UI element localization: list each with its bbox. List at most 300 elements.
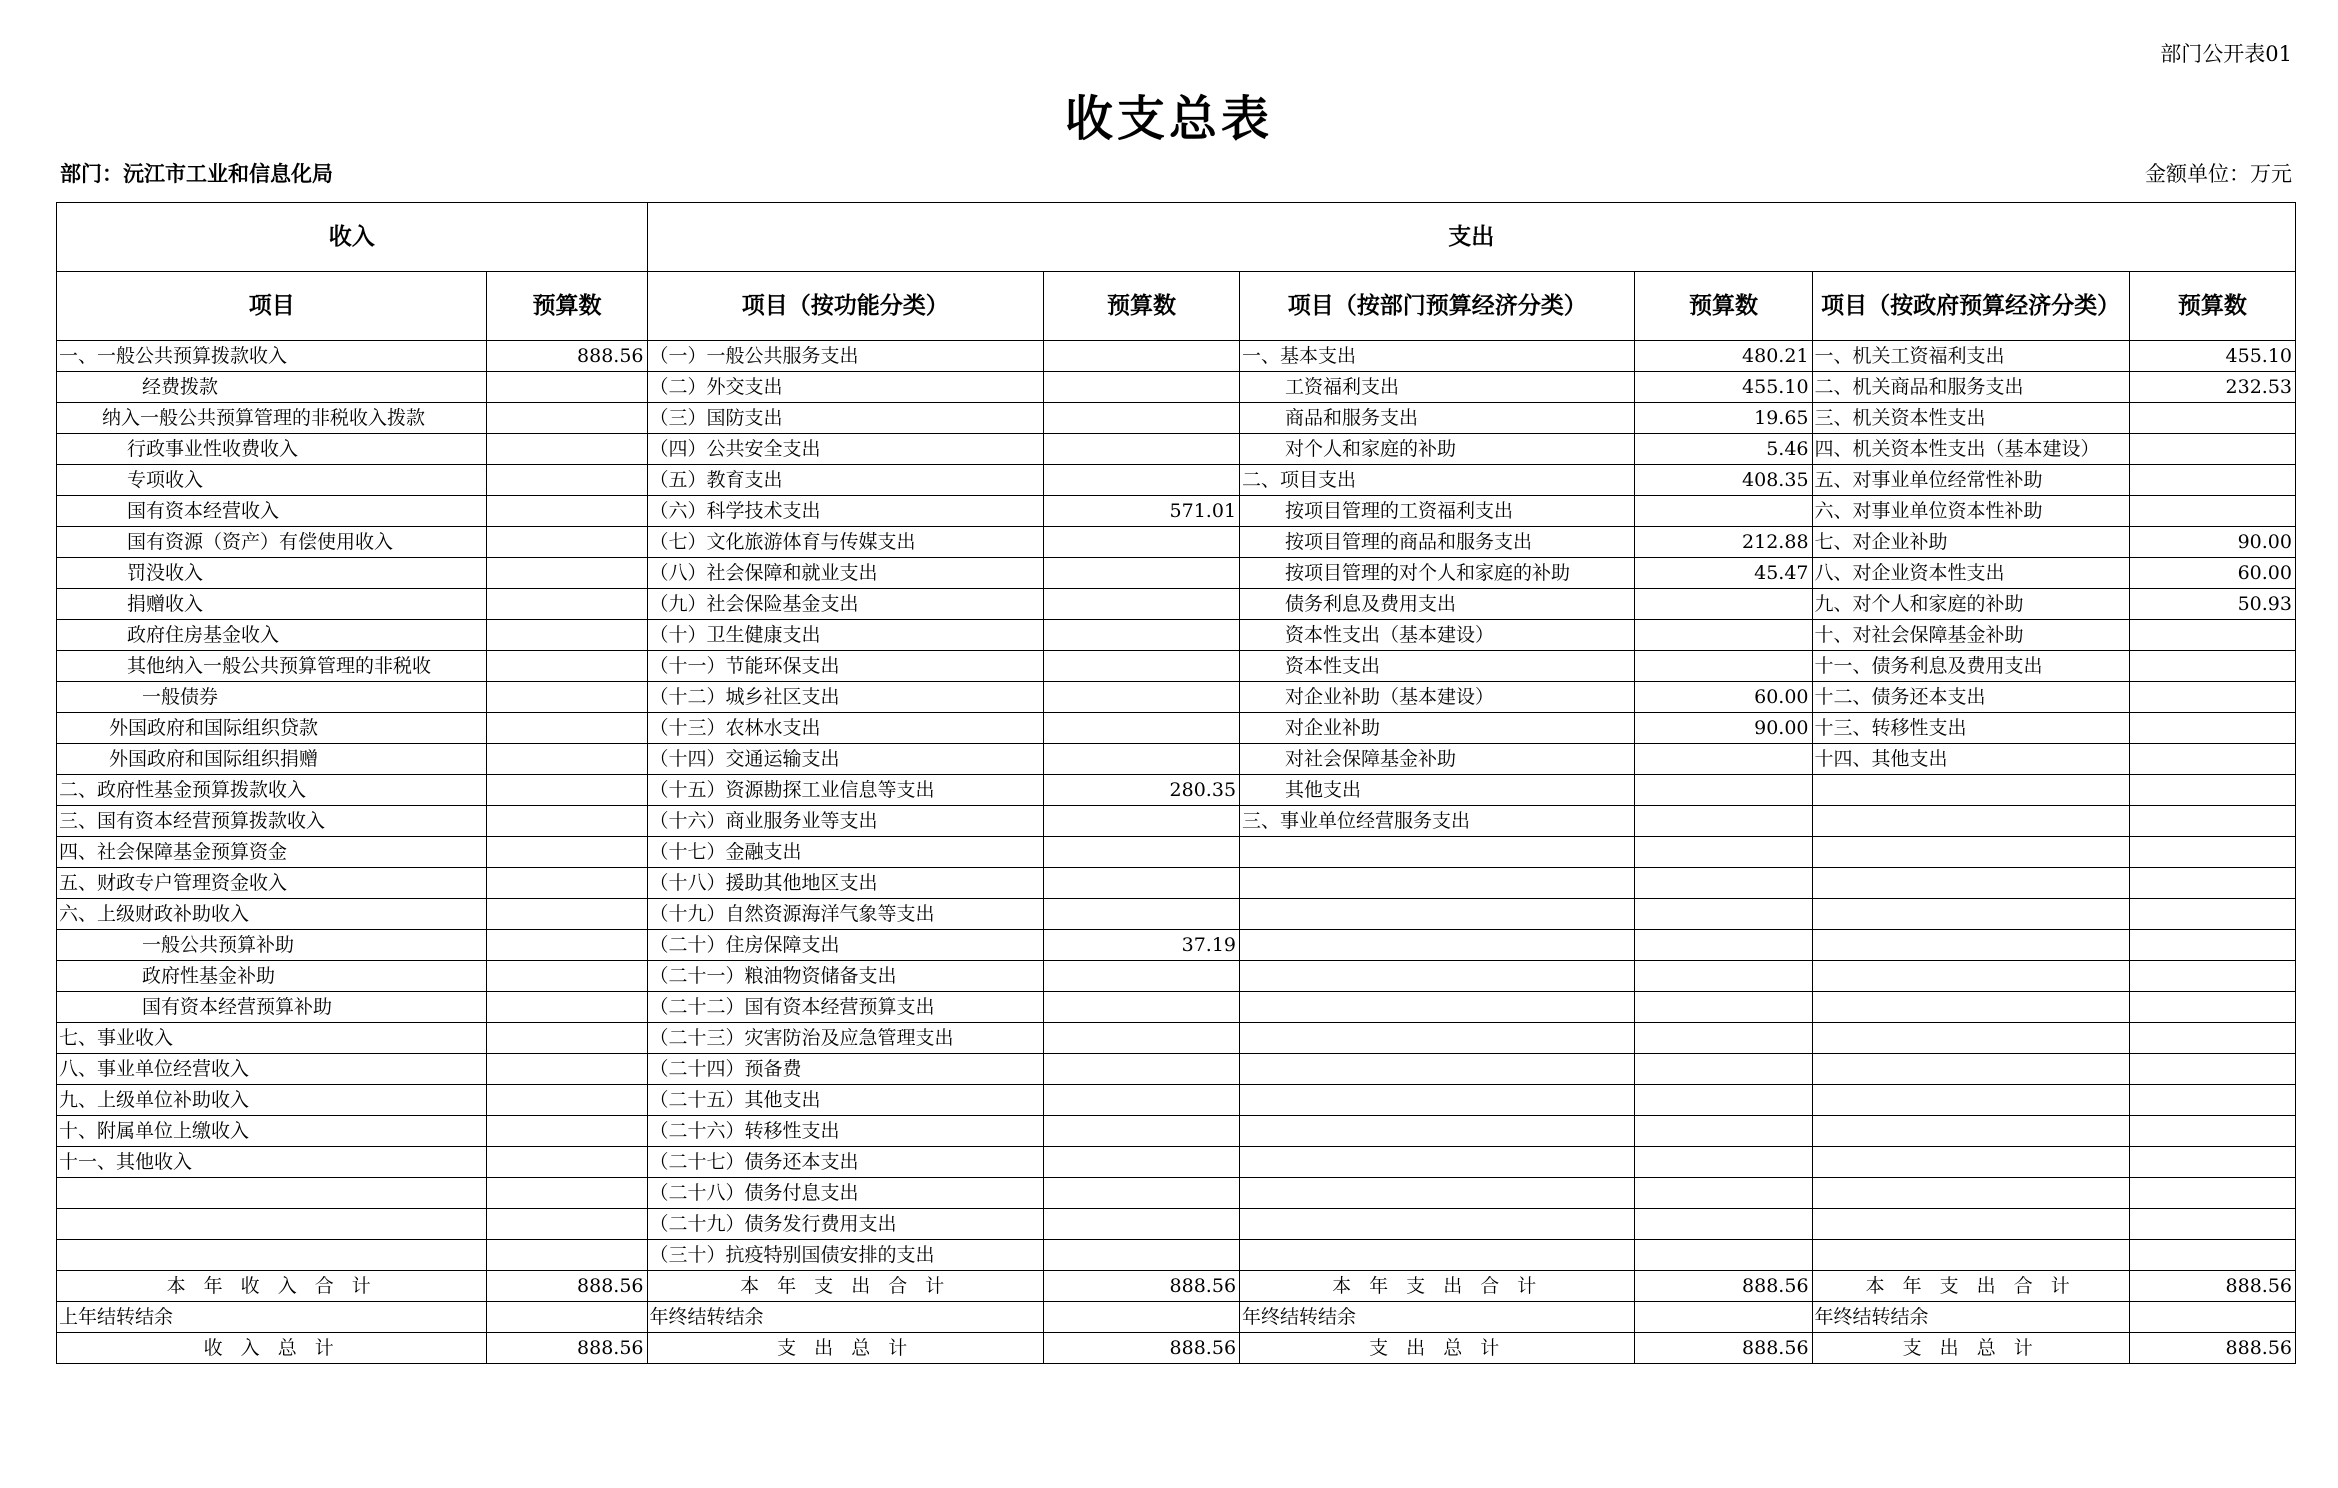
gov-econ-value (2129, 682, 2295, 713)
dept-econ-item: 债务利息及费用支出 (1240, 589, 1635, 620)
func-item: （十三）农林水支出 (647, 713, 1043, 744)
dept-econ-value: 90.00 (1635, 713, 1812, 744)
func-item: （八）社会保障和就业支出 (647, 558, 1043, 589)
gov-econ-item (1812, 837, 2129, 868)
gov-econ-item (1812, 868, 2129, 899)
income-value (487, 837, 647, 868)
col-header-item: 项目 (57, 272, 487, 341)
gov-econ-value: 50.93 (2129, 589, 2295, 620)
income-item: 十一、其他收入 (57, 1147, 487, 1178)
gov-econ-value (2129, 992, 2295, 1023)
income-value (487, 899, 647, 930)
dept-econ-item: 按项目管理的对个人和家庭的补助 (1240, 558, 1635, 589)
func-item: （二十八）债务付息支出 (647, 1178, 1043, 1209)
group-header-row (57, 203, 2296, 272)
income-item: 一般债券 (57, 682, 487, 713)
col-header-dept-econ: 项目（按部门预算经济分类） (1240, 272, 1635, 341)
dept-econ-item (1240, 1147, 1635, 1178)
gov-econ-item: 十、对社会保障基金补助 (1812, 620, 2129, 651)
table-row (57, 837, 2296, 868)
table-row (57, 682, 2296, 713)
gov-econ-value (2129, 651, 2295, 682)
gov-econ-item: 十二、债务还本支出 (1812, 682, 2129, 713)
income-item: 九、上级单位补助收入 (57, 1085, 487, 1116)
gov-econ-value (2129, 496, 2295, 527)
gov-econ-item: 七、对企业补助 (1812, 527, 2129, 558)
func-item: （十八）援助其他地区支出 (647, 868, 1043, 899)
dept-econ-item: 对企业补助（基本建设） (1240, 682, 1635, 713)
gov-econ-value (2129, 434, 2295, 465)
func-item: （十）卫生健康支出 (647, 620, 1043, 651)
gov-econ-value (2129, 961, 2295, 992)
func-item: （二）外交支出 (647, 372, 1043, 403)
page-title: 收支总表 (1064, 91, 1273, 147)
func-item: （四）公共安全支出 (647, 434, 1043, 465)
func-item: （三十）抗疫特别国债安排的支出 (647, 1240, 1043, 1271)
gov-econ-value (2129, 620, 2295, 651)
income-value (487, 651, 647, 682)
gov-econ-value (2129, 713, 2295, 744)
year-total-row (57, 1271, 2296, 1302)
dept-econ-value (1635, 992, 1812, 1023)
total-value: 888.56 (487, 1271, 647, 1302)
income-item: 八、事业单位经营收入 (57, 1054, 487, 1085)
carry-over-label: 年终结转结余 (1812, 1302, 2129, 1333)
table-row (57, 1240, 2296, 1271)
func-value (1043, 961, 1239, 992)
col-header-budget: 预算数 (2129, 272, 2295, 341)
income-value (487, 496, 647, 527)
total-label: 本 年 支 出 合 计 (1240, 1271, 1635, 1302)
dept-econ-item: 商品和服务支出 (1240, 403, 1635, 434)
col-header-budget: 预算数 (1043, 272, 1239, 341)
table-row (57, 589, 2296, 620)
table-row (57, 1147, 2296, 1178)
carry-over-label: 年终结转结余 (1240, 1302, 1635, 1333)
dept-econ-item (1240, 1054, 1635, 1085)
func-value (1043, 1147, 1239, 1178)
dept-econ-value: 5.46 (1635, 434, 1812, 465)
func-value (1043, 1085, 1239, 1116)
dept-econ-value (1635, 1147, 1812, 1178)
income-value (487, 589, 647, 620)
table-row (57, 341, 2296, 372)
func-value (1043, 558, 1239, 589)
func-item: （五）教育支出 (647, 465, 1043, 496)
income-item: 二、政府性基金预算拨款收入 (57, 775, 487, 806)
func-value (1043, 1240, 1239, 1271)
gov-econ-item: 八、对企业资本性支出 (1812, 558, 2129, 589)
income-item: 专项收入 (57, 465, 487, 496)
gov-econ-item (1812, 930, 2129, 961)
table-row (57, 465, 2296, 496)
dept-econ-item (1240, 1116, 1635, 1147)
gov-econ-value (2129, 930, 2295, 961)
func-item: （三）国防支出 (647, 403, 1043, 434)
dept-econ-item (1240, 837, 1635, 868)
func-value (1043, 651, 1239, 682)
income-value (487, 713, 647, 744)
dept-econ-item: 其他支出 (1240, 775, 1635, 806)
table-row (57, 558, 2296, 589)
dept-econ-value: 212.88 (1635, 527, 1812, 558)
income-item: 政府住房基金收入 (57, 620, 487, 651)
gov-econ-item: 六、对事业单位资本性补助 (1812, 496, 2129, 527)
income-item (57, 1178, 487, 1209)
gov-econ-item: 十四、其他支出 (1812, 744, 2129, 775)
table-row (57, 713, 2296, 744)
income-item: 行政事业性收费收入 (57, 434, 487, 465)
carry-over-value (487, 1302, 647, 1333)
gov-econ-value: 90.00 (2129, 527, 2295, 558)
income-value (487, 682, 647, 713)
dept-econ-item: 资本性支出（基本建设） (1240, 620, 1635, 651)
income-item: 国有资源（资产）有偿使用收入 (57, 527, 487, 558)
dept-econ-item (1240, 930, 1635, 961)
table-row (57, 651, 2296, 682)
income-value (487, 372, 647, 403)
dept-econ-value (1635, 1054, 1812, 1085)
gov-econ-item: 四、机关资本性支出（基本建设） (1812, 434, 2129, 465)
func-value (1043, 682, 1239, 713)
income-value: 888.56 (487, 341, 647, 372)
gov-econ-item (1812, 961, 2129, 992)
func-value (1043, 806, 1239, 837)
gov-econ-value (2129, 1085, 2295, 1116)
income-item: 五、财政专户管理资金收入 (57, 868, 487, 899)
gov-econ-item: 五、对事业单位经常性补助 (1812, 465, 2129, 496)
gov-econ-value (2129, 744, 2295, 775)
dept-econ-item (1240, 1085, 1635, 1116)
func-item: （十六）商业服务业等支出 (647, 806, 1043, 837)
gov-econ-value (2129, 899, 2295, 930)
dept-econ-item (1240, 899, 1635, 930)
income-value (487, 1085, 647, 1116)
gov-econ-item (1812, 1085, 2129, 1116)
total-label: 支 出 总 计 (1812, 1333, 2129, 1364)
carry-over-row (57, 1302, 2296, 1333)
table-row (57, 899, 2296, 930)
table-row (57, 496, 2296, 527)
gov-econ-item: 一、机关工资福利支出 (1812, 341, 2129, 372)
dept-econ-item: 对个人和家庭的补助 (1240, 434, 1635, 465)
func-value (1043, 1178, 1239, 1209)
dept-econ-item (1240, 1209, 1635, 1240)
table-row (57, 1085, 2296, 1116)
income-item: 一般公共预算补助 (57, 930, 487, 961)
total-value: 888.56 (1043, 1271, 1239, 1302)
dept-econ-item (1240, 992, 1635, 1023)
gov-econ-item: 十三、转移性支出 (1812, 713, 2129, 744)
income-value (487, 744, 647, 775)
dept-econ-value (1635, 930, 1812, 961)
dept-econ-item (1240, 868, 1635, 899)
func-item: （二十七）债务还本支出 (647, 1147, 1043, 1178)
gov-econ-value (2129, 1178, 2295, 1209)
total-label: 本 年 支 出 合 计 (647, 1271, 1043, 1302)
func-value: 280.35 (1043, 775, 1239, 806)
income-item: 经费拨款 (57, 372, 487, 403)
col-header-budget: 预算数 (487, 272, 647, 341)
dept-econ-value (1635, 961, 1812, 992)
func-item: （六）科学技术支出 (647, 496, 1043, 527)
total-value: 888.56 (1043, 1333, 1239, 1364)
carry-over-label: 上年结转结余 (57, 1302, 487, 1333)
func-value (1043, 372, 1239, 403)
func-value (1043, 1054, 1239, 1085)
gov-econ-item (1812, 1023, 2129, 1054)
table-row (57, 744, 2296, 775)
func-value (1043, 868, 1239, 899)
table-row (57, 434, 2296, 465)
income-item (57, 1240, 487, 1271)
dept-econ-item: 按项目管理的商品和服务支出 (1240, 527, 1635, 558)
gov-econ-value (2129, 1116, 2295, 1147)
grand-total-row (57, 1333, 2296, 1364)
income-value (487, 465, 647, 496)
table-row (57, 992, 2296, 1023)
table-row (57, 1054, 2296, 1085)
income-value (487, 1116, 647, 1147)
income-value (487, 961, 647, 992)
gov-econ-value (2129, 775, 2295, 806)
func-item: （十五）资源勘探工业信息等支出 (647, 775, 1043, 806)
dept-econ-value (1635, 1240, 1812, 1271)
gov-econ-item (1812, 806, 2129, 837)
gov-econ-value: 232.53 (2129, 372, 2295, 403)
func-value (1043, 1023, 1239, 1054)
amount-unit-label: 金额单位：万元 (2145, 162, 2292, 186)
col-header-gov-econ: 项目（按政府预算经济分类） (1812, 272, 2129, 341)
total-label: 本 年 支 出 合 计 (1812, 1271, 2129, 1302)
func-value (1043, 527, 1239, 558)
gov-econ-item (1812, 1178, 2129, 1209)
func-value (1043, 434, 1239, 465)
income-item: 其他纳入一般公共预算管理的非税收 (57, 651, 487, 682)
gov-econ-item: 九、对个人和家庭的补助 (1812, 589, 2129, 620)
income-value (487, 1178, 647, 1209)
func-item: （七）文化旅游体育与传媒支出 (647, 527, 1043, 558)
func-item: （二十二）国有资本经营预算支出 (647, 992, 1043, 1023)
dept-econ-value (1635, 868, 1812, 899)
table-row (57, 868, 2296, 899)
income-value (487, 527, 647, 558)
col-header-budget: 预算数 (1635, 272, 1812, 341)
dept-econ-item: 二、项目支出 (1240, 465, 1635, 496)
func-value (1043, 899, 1239, 930)
dept-econ-item: 三、事业单位经营服务支出 (1240, 806, 1635, 837)
dept-econ-item: 一、基本支出 (1240, 341, 1635, 372)
table-row (57, 930, 2296, 961)
gov-econ-value (2129, 1054, 2295, 1085)
gov-econ-item (1812, 1116, 2129, 1147)
income-value (487, 1240, 647, 1271)
dept-econ-item: 对企业补助 (1240, 713, 1635, 744)
table-row (57, 1178, 2296, 1209)
income-group-header: 收入 (57, 203, 648, 272)
gov-econ-item (1812, 899, 2129, 930)
gov-econ-item (1812, 992, 2129, 1023)
income-value (487, 1054, 647, 1085)
func-value (1043, 992, 1239, 1023)
func-item: （十九）自然资源海洋气象等支出 (647, 899, 1043, 930)
table-row (57, 806, 2296, 837)
dept-econ-value (1635, 775, 1812, 806)
gov-econ-item (1812, 775, 2129, 806)
col-header-func: 项目（按功能分类） (647, 272, 1043, 341)
func-item: （二十三）灾害防治及应急管理支出 (647, 1023, 1043, 1054)
table-row (57, 620, 2296, 651)
gov-econ-value: 455.10 (2129, 341, 2295, 372)
total-value: 888.56 (1635, 1333, 1812, 1364)
func-item: （九）社会保险基金支出 (647, 589, 1043, 620)
table-row (57, 403, 2296, 434)
func-item: （十七）金融支出 (647, 837, 1043, 868)
total-label: 支 出 总 计 (1240, 1333, 1635, 1364)
dept-econ-item (1240, 961, 1635, 992)
income-item: 七、事业收入 (57, 1023, 487, 1054)
func-value (1043, 744, 1239, 775)
func-value: 37.19 (1043, 930, 1239, 961)
func-value (1043, 837, 1239, 868)
income-value (487, 558, 647, 589)
dept-econ-value (1635, 837, 1812, 868)
dept-econ-value: 408.35 (1635, 465, 1812, 496)
func-value (1043, 1116, 1239, 1147)
income-item: 政府性基金补助 (57, 961, 487, 992)
dept-econ-item: 工资福利支出 (1240, 372, 1635, 403)
table-row (57, 1023, 2296, 1054)
dept-econ-item: 按项目管理的工资福利支出 (1240, 496, 1635, 527)
budget-summary-table (56, 202, 2296, 1364)
gov-econ-item (1812, 1209, 2129, 1240)
department-label: 部门：沅江市工业和信息化局 (60, 161, 333, 186)
total-value: 888.56 (2129, 1271, 2295, 1302)
dept-econ-value (1635, 651, 1812, 682)
income-item: 捐赠收入 (57, 589, 487, 620)
income-item (57, 1209, 487, 1240)
table-row (57, 372, 2296, 403)
income-value (487, 775, 647, 806)
dept-econ-value: 455.10 (1635, 372, 1812, 403)
func-value (1043, 589, 1239, 620)
dept-econ-value: 480.21 (1635, 341, 1812, 372)
income-value (487, 403, 647, 434)
dept-econ-value (1635, 1209, 1812, 1240)
total-label: 本 年 收 入 合 计 (57, 1271, 487, 1302)
table-row (57, 775, 2296, 806)
func-value (1043, 465, 1239, 496)
dept-econ-value (1635, 620, 1812, 651)
income-value (487, 620, 647, 651)
func-item: （二十六）转移性支出 (647, 1116, 1043, 1147)
gov-econ-item: 三、机关资本性支出 (1812, 403, 2129, 434)
income-item: 一、一般公共预算拨款收入 (57, 341, 487, 372)
gov-econ-value (2129, 1240, 2295, 1271)
income-item: 外国政府和国际组织捐赠 (57, 744, 487, 775)
dept-econ-item (1240, 1178, 1635, 1209)
gov-econ-value (2129, 1147, 2295, 1178)
income-item: 国有资本经营预算补助 (57, 992, 487, 1023)
gov-econ-value (2129, 868, 2295, 899)
table-row (57, 527, 2296, 558)
gov-econ-item (1812, 1054, 2129, 1085)
dept-econ-value (1635, 1085, 1812, 1116)
income-value (487, 868, 647, 899)
form-number: 部门公开表01 (2160, 42, 2292, 66)
gov-econ-item: 十一、债务利息及费用支出 (1812, 651, 2129, 682)
dept-econ-value (1635, 1178, 1812, 1209)
table-row (57, 1209, 2296, 1240)
func-value (1043, 713, 1239, 744)
dept-econ-item (1240, 1240, 1635, 1271)
dept-econ-value: 60.00 (1635, 682, 1812, 713)
func-item: （十二）城乡社区支出 (647, 682, 1043, 713)
dept-econ-value: 19.65 (1635, 403, 1812, 434)
func-value: 571.01 (1043, 496, 1239, 527)
dept-econ-value: 45.47 (1635, 558, 1812, 589)
dept-econ-item: 资本性支出 (1240, 651, 1635, 682)
total-value: 888.56 (2129, 1333, 2295, 1364)
income-value (487, 806, 647, 837)
dept-econ-value (1635, 899, 1812, 930)
total-label: 收 入 总 计 (57, 1333, 487, 1364)
dept-econ-value (1635, 589, 1812, 620)
func-item: （二十）住房保障支出 (647, 930, 1043, 961)
income-item: 罚没收入 (57, 558, 487, 589)
dept-econ-item: 对社会保障基金补助 (1240, 744, 1635, 775)
func-item: （一）一般公共服务支出 (647, 341, 1043, 372)
func-value (1043, 1209, 1239, 1240)
table-row (57, 961, 2296, 992)
dept-econ-value (1635, 496, 1812, 527)
dept-econ-item (1240, 1023, 1635, 1054)
dept-econ-value (1635, 1116, 1812, 1147)
gov-econ-item (1812, 1147, 2129, 1178)
carry-over-value (1043, 1302, 1239, 1333)
total-label: 支 出 总 计 (647, 1333, 1043, 1364)
dept-econ-value (1635, 744, 1812, 775)
gov-econ-value (2129, 806, 2295, 837)
func-value (1043, 341, 1239, 372)
total-value: 888.56 (487, 1333, 647, 1364)
func-item: （二十九）债务发行费用支出 (647, 1209, 1043, 1240)
income-value (487, 434, 647, 465)
func-item: （十一）节能环保支出 (647, 651, 1043, 682)
gov-econ-value (2129, 465, 2295, 496)
gov-econ-item: 二、机关商品和服务支出 (1812, 372, 2129, 403)
func-item: （十四）交通运输支出 (647, 744, 1043, 775)
income-value (487, 1023, 647, 1054)
func-item: （二十一）粮油物资储备支出 (647, 961, 1043, 992)
carry-over-value (2129, 1302, 2295, 1333)
expense-group-header: 支出 (647, 203, 2295, 272)
func-value (1043, 620, 1239, 651)
func-item: （二十四）预备费 (647, 1054, 1043, 1085)
income-item: 十、附属单位上缴收入 (57, 1116, 487, 1147)
income-value (487, 930, 647, 961)
income-item: 国有资本经营收入 (57, 496, 487, 527)
gov-econ-value (2129, 1023, 2295, 1054)
dept-econ-value (1635, 806, 1812, 837)
income-value (487, 1209, 647, 1240)
income-item: 三、国有资本经营预算拨款收入 (57, 806, 487, 837)
income-item: 六、上级财政补助收入 (57, 899, 487, 930)
gov-econ-value (2129, 837, 2295, 868)
total-value: 888.56 (1635, 1271, 1812, 1302)
column-header-row (57, 272, 2296, 341)
gov-econ-item (1812, 1240, 2129, 1271)
